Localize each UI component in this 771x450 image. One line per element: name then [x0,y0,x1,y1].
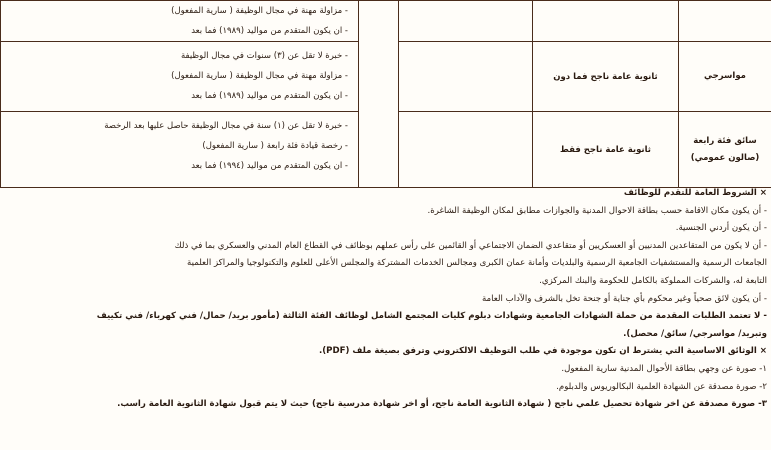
document-line: ٢- صورة مصدقة عن الشهادة العلمية البكالوريوس والدبلوم. [556,381,767,392]
empty-cell [399,42,533,112]
job-title-note: (صالون عمومي) [690,152,760,163]
job-title-cell [679,112,771,188]
condition-line: - لا تعتمد الطلبات المقدمة من حملة الشهادات الجامعية وشهادات دبلوم كليات المجتمع الشامل لوظائف الفئة الثالثة (مأمور بريد/ حمال/ فني كهرباء/ فني تكييف [96,311,767,322]
requirement-line: - ان يكون المتقدم من مواليد (١٩٨٩) فما بعد [191,91,348,101]
general-conditions [0,185,767,450]
job-title-cell [679,42,771,112]
merged-blank-cell [359,1,399,188]
requirement-line: - ان يكون المتقدم من مواليد (١٩٩٤) فما بعد [191,161,348,171]
condition-line: - أن لا يكون من المتقاعدين المدنيين أو العسكريين أو متقاعدي الضمان الاجتماعي أو القائمين على رأس عملهم بوظائف في القطاع العام المدني والعسكري بما في ذلك [174,240,767,251]
empty-cell [399,1,533,42]
requirement-line: - خبرة لا تقل عن (٣) سنوات في مجال الوظيفة [181,51,348,61]
requirement-line: - مزاولة مهنة في مجال الوظيفة ( سارية المفعول) [171,6,348,16]
condition-line: - أن يكون أردني الجنسية. [675,223,767,234]
job-title-cell [679,1,771,42]
document-line: ١- صورة عن وجهي بطاقة الأحوال المدنية سارية المفعول. [561,363,767,374]
condition-line: الجامعات الرسمية والمستشفيات الجامعية الرسمية والبلديات وأمانة عمان الكبرى ومجالس الخدمات المشتركة والمجلس الأعلى للعلوم والتكنولوجيا والمراكز العلمية [187,258,767,269]
requirements-cell [1,112,359,188]
empty-cell [399,112,533,188]
condition-line: - أن يكون مكان الاقامة حسب بطاقة الاحوال المدنية والجوازات مطابق لمكان الوظيفة الشاغرة. [427,205,767,216]
condition-line: - أن يكون لائق صحياً وغير محكوم بأي جناية أو جنحة تخل بالشرف والآداب العامة [481,293,767,304]
condition-line: وتبريد/ مواسرجي/ سائق/ محصل). [623,328,767,339]
condition-line: التابعة له، والشركات المملوكة بالكامل للحكومة والبنك المركزي. [539,275,767,286]
qualification-cell: ثانوية عامة ناجح فقط [533,112,679,188]
qualification-cell [533,1,679,42]
table-row [1,1,771,42]
requirement-line: - رخصة قيادة فئة رابعة ( سارية المفعول) [202,141,348,151]
requirements-cell [1,1,359,42]
requirement-line: - ان يكون المتقدم من مواليد (١٩٨٩) فما بعد [191,26,348,36]
requirements-cell [1,42,359,112]
documents-heading: × الوثائق الاساسية التي يشترط ان تكون موجودة في طلب التوظيف الالكتروني وترفق بصيغة ملف (PDF). [318,346,767,357]
job-title: مواسرجي [704,71,746,81]
job-title: سائق فئة رابعة [693,135,757,146]
requirement-line: - خبرة لا تقل عن (١) سنة في مجال الوظيفة حاصل عليها بعد الرخصة [104,121,348,131]
jobs-table [0,0,771,188]
conditions-heading: × الشروط العامة للتقدم للوظائف [623,188,767,198]
qualification-cell: ثانوية عامة ناجح فما دون [533,42,679,112]
requirement-line: - مزاولة مهنة في مجال الوظيفة ( سارية المفعول) [171,71,348,81]
document-line: ٣- صورة مصدقة عن اخر شهادة تحصيل علمي ناجح ( شهادة الثانوية العامة ناجح، أو اخر شهادة مدرسية ناجح) حيث لا يتم قبول شهادة الثانوية العامة راسب. [117,399,767,410]
